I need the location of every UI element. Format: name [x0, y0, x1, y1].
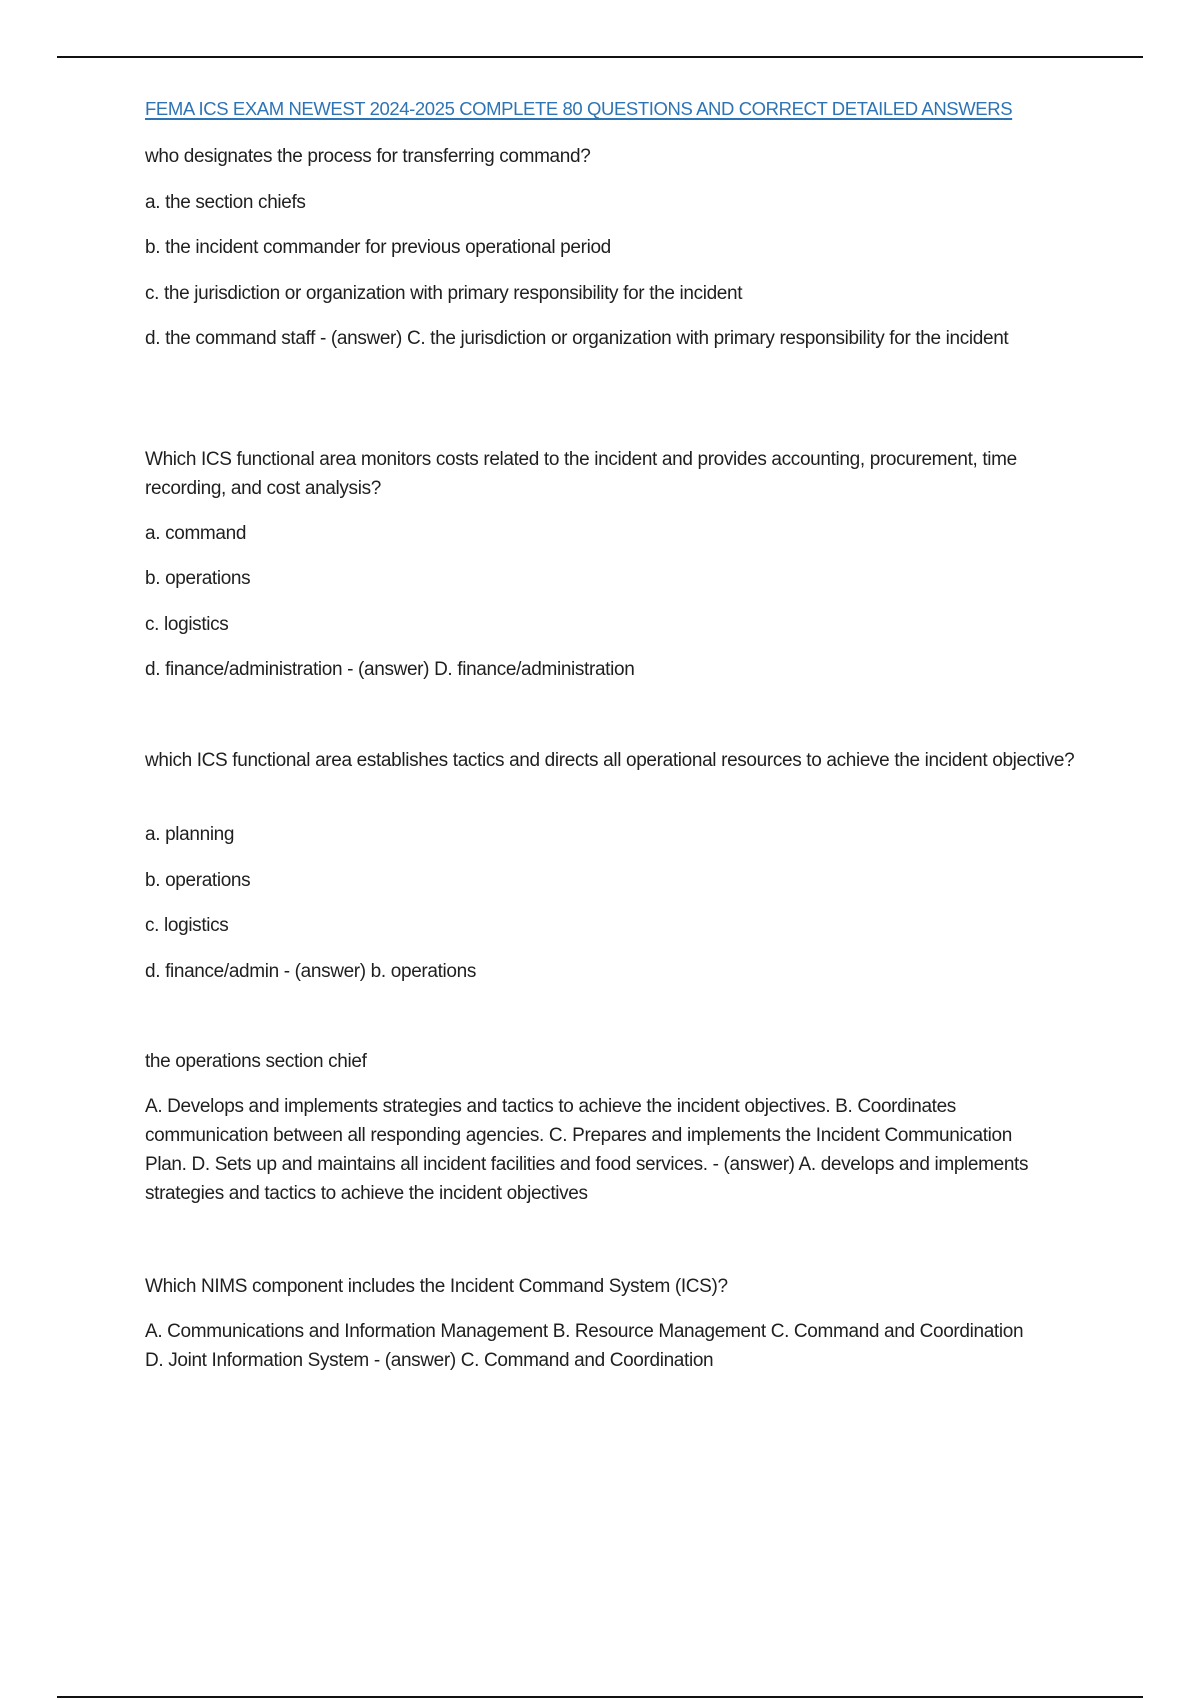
question-3-option-c: c. logistics: [145, 915, 229, 936]
footer-rule: [57, 1696, 1143, 1698]
question-3-option-b: b. operations: [145, 870, 251, 891]
question-4-text: the operations section chief: [145, 1051, 367, 1072]
question-2-option-c: c. logistics: [145, 614, 229, 635]
question-1-text: who designates the process for transferring command?: [145, 146, 591, 167]
question-5-text: Which NIMS component includes the Incident Command System (ICS)?: [145, 1276, 728, 1297]
question-2-option-a: a. command: [145, 523, 247, 544]
question-5-options-answer: A. Communications and Information Management B. Resource Management C. Command and Coordination D. Joint Information System - (answer) C. Command and Coordination: [145, 1321, 1024, 1371]
question-2-option-b: b. operations: [145, 568, 251, 589]
question-3-option-a: a. planning: [145, 824, 235, 845]
question-4-options-answer: A. Develops and implements strategies and tactics to achieve the incident objectives. B. Coordinates communication between all responding agencies. C. Prepares and implements the Incident Communication Plan. D. Sets up and maintains all incident facilities and food services. - (answer) A. develops and implements strategies and tactics to achieve the incident objectives: [145, 1096, 1029, 1204]
question-2-option-d-answer: d. finance/administration - (answer) D. finance/administration: [145, 659, 635, 680]
document-title-link[interactable]: FEMA ICS EXAM NEWEST 2024-2025 COMPLETE 80 QUESTIONS AND CORRECT DETAILED ANSWERS: [145, 98, 1013, 119]
question-3-text: which ICS functional area establishes tactics and directs all operational resources to achieve the incident objective?: [145, 750, 1075, 771]
question-2-text: Which ICS functional area monitors costs related to the incident and provides accounting, procurement, time recording, and cost analysis?: [145, 449, 1017, 499]
question-3-option-d-answer: d. finance/admin - (answer) b. operations: [145, 961, 476, 982]
question-1-option-b: b. the incident commander for previous operational period: [145, 237, 611, 258]
question-1-option-c: c. the jurisdiction or organization with primary responsibility for the incident: [145, 283, 743, 304]
question-1-option-a: a. the section chiefs: [145, 192, 306, 213]
header-rule: [57, 56, 1143, 58]
question-1-option-d-answer: d. the command staff - (answer) C. the jurisdiction or organization with primary responsibility for the incident: [145, 328, 1009, 349]
